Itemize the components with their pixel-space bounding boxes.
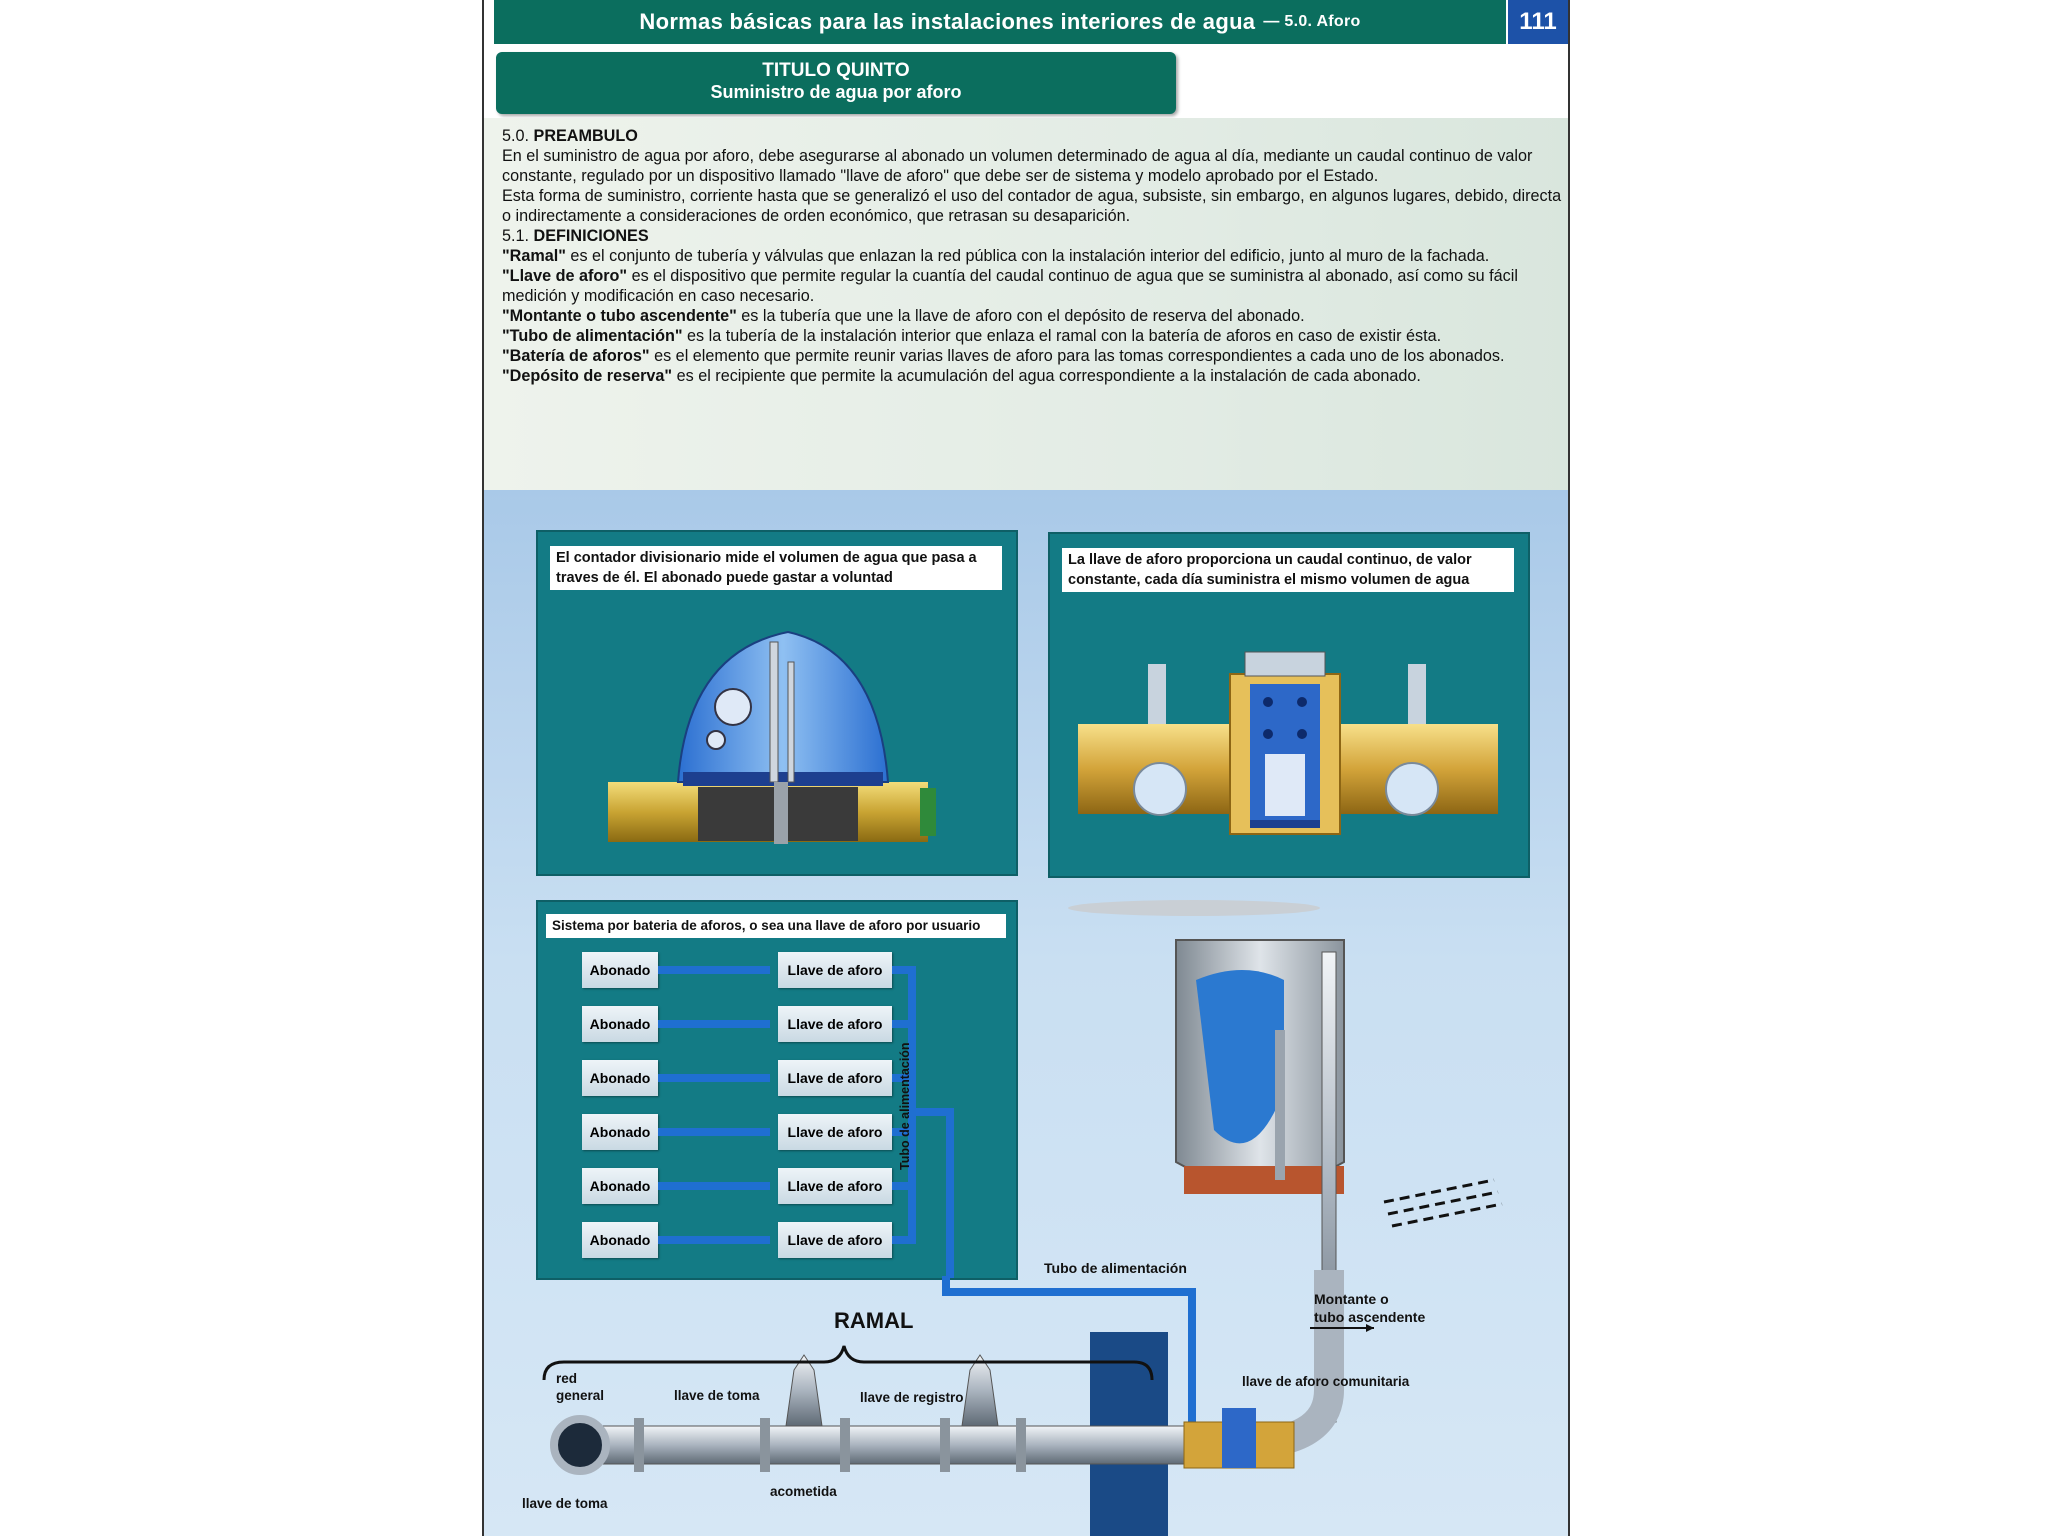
llave-de-aforo-box: Llave de aforo <box>778 1006 892 1042</box>
section-heading: PREAMBULO <box>533 127 638 145</box>
definition-term: "Depósito de reserva" <box>502 367 673 385</box>
panel-3-caption: Sistema por bateria de aforos, o sea una llave de aforo por usuario <box>546 914 1006 938</box>
ramal-label: RAMAL <box>834 1308 914 1333</box>
diagram-area <box>484 490 1568 1536</box>
document-page <box>482 0 1570 1536</box>
abonado-box: Abonado <box>582 1006 658 1042</box>
montante-label-line-2: tubo ascendente <box>1314 1309 1426 1325</box>
definition-term: "Montante o tubo ascendente" <box>502 307 737 325</box>
montante-label <box>1314 1290 1425 1326</box>
definition-term: "Tubo de alimentación" <box>502 327 683 345</box>
red-general-label <box>556 1370 604 1404</box>
title-line-2: Suministro de agua por aforo <box>710 82 962 102</box>
preambulo-paragraph-2: Esta forma de suministro, corriente hasta que se generalizó el uso del contador de agua, subsiste, sin embargo, en algunos lugares, debido, directa o indirectamente a consideraciones de orden económico, que retrasan su desaparición. <box>502 187 1562 225</box>
definition-text: es el dispositivo que permite regular la cuantía del caudal continuo de agua que se suministra al abonado, así como su fácil medición y modificación en caso necesario. <box>502 267 1518 305</box>
preambulo-heading <box>502 126 1564 146</box>
llave-de-aforo-box: Llave de aforo <box>778 1060 892 1096</box>
red-general-line-1: red <box>556 1371 578 1386</box>
llave-de-aforo-box: Llave de aforo <box>778 1114 892 1150</box>
definition-montante <box>502 306 1564 326</box>
tubo-alimentacion-label: Tubo de alimentación <box>1044 1260 1187 1276</box>
section-number: 5.0. <box>502 127 530 145</box>
abonado-box: Abonado <box>582 1222 658 1258</box>
definition-bateria-aforos <box>502 346 1564 366</box>
definition-text: es la tubería de la instalación interior que enlaza el ramal con la batería de aforos en caso de existir ésta. <box>682 327 1442 345</box>
definition-term: "Llave de aforo" <box>502 267 628 285</box>
title-line-1: TITULO QUINTO <box>762 60 910 81</box>
definition-term: "Ramal" <box>502 247 566 265</box>
definition-deposito-reserva <box>502 366 1564 386</box>
llave-de-toma-label: llave de toma <box>674 1388 760 1403</box>
section-number: 5.1. <box>502 227 530 245</box>
definition-text: es el recipiente que permite la acumulación del agua correspondiente a la instalación de cada abonado. <box>672 367 1421 385</box>
header-title: Normas básicas para las instalaciones interiores de agua <box>639 9 1256 34</box>
llave-de-toma-bottom-label: llave de toma <box>522 1496 608 1511</box>
montante-label-line-1: Montante o <box>1314 1291 1389 1307</box>
definition-text: es el elemento que permite reunir varias llaves de aforo para las tomas correspondientes a cada uno de los abonados. <box>649 347 1505 365</box>
llave-de-aforo-box: Llave de aforo <box>778 1168 892 1204</box>
abonado-box: Abonado <box>582 1168 658 1204</box>
llave-aforo-comunitaria-label: llave de aforo comunitaria <box>1242 1374 1410 1389</box>
preambulo-paragraph-1: En el suministro de agua por aforo, debe asegurarse al abonado un volumen determinado de agua al día, mediante un caudal continuo de valor constante, regulado por un dispositivo llamado "llave de aforo" que debe ser de sistema y modelo aprobado por el Estado. <box>502 147 1533 185</box>
tubo-alimentacion-vertical-label: Tubo de alimentación <box>898 1042 912 1170</box>
acometida-label: acometida <box>770 1484 837 1499</box>
definition-text: es el conjunto de tubería y válvulas que enlazan la red pública con la instalación interior del edificio, junto al muro de la fachada. <box>565 247 1490 265</box>
definition-ramal <box>502 246 1564 266</box>
llave-de-registro-label: llave de registro <box>860 1390 964 1405</box>
abonado-box: Abonado <box>582 952 658 988</box>
panel-2-caption: La llave de aforo proporciona un caudal continuo, de valor constante, cada día suministra el mismo volumen de agua <box>1062 548 1514 592</box>
llave-de-aforo-box: Llave de aforo <box>778 1222 892 1258</box>
red-general-line-2: general <box>556 1388 605 1403</box>
panel-1-caption: El contador divisionario mide el volumen de agua que pasa a traves de él. El abonado puede gastar a voluntad <box>550 546 1002 590</box>
definition-tubo-alimentacion <box>502 326 1564 346</box>
definiciones-heading <box>502 226 1564 246</box>
abonado-box: Abonado <box>582 1114 658 1150</box>
header-bar <box>494 0 1506 44</box>
abonado-box: Abonado <box>582 1060 658 1096</box>
title-box <box>496 52 1176 114</box>
definition-llave-de-aforo <box>502 266 1564 306</box>
llave-de-aforo-box: Llave de aforo <box>778 952 892 988</box>
body-text <box>502 126 1564 386</box>
text-area <box>484 118 1568 490</box>
section-heading: DEFINICIONES <box>533 227 649 245</box>
definition-term: "Batería de aforos" <box>502 347 650 365</box>
definition-text: es la tubería que une la llave de aforo con el depósito de reserva del abonado. <box>736 307 1305 325</box>
header-subtitle: — 5.0. Aforo <box>1263 13 1361 30</box>
page-number: 111 <box>1508 0 1568 44</box>
